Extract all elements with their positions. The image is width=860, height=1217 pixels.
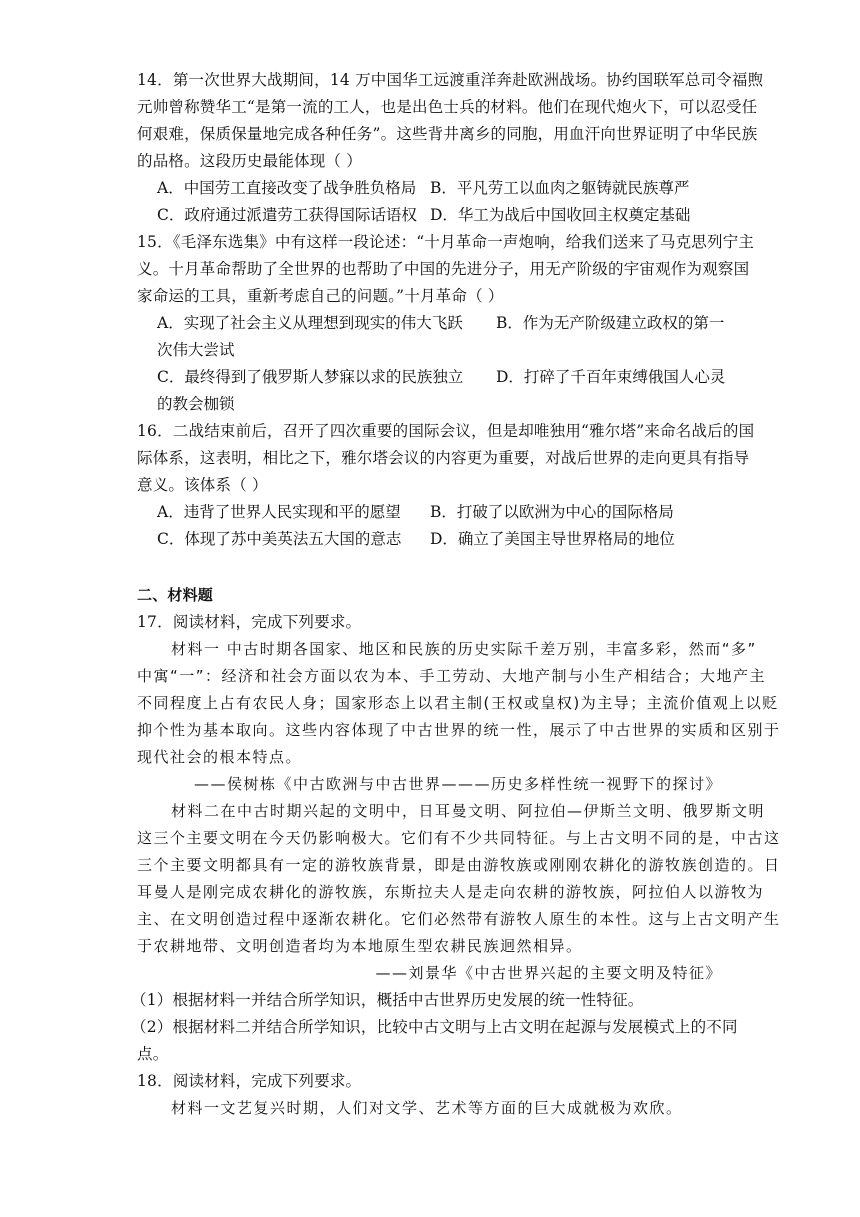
q17-source-2: ——刘景华《中古世界兴起的主要文明及特征》 — [375, 964, 722, 982]
q17-material2-line-5: 主、在文明创造过程中逐渐农耕化。它们必然带有游牧人原生的本性。这与上古文明产生 — [137, 910, 781, 928]
q17-material2-line-2: 这三个主要文明在今天仍影响极大。它们有不少共同特征。与上古文明不同的是，中古这 — [137, 829, 781, 847]
q14-line-4: 的品格。这段历史最能体现（ ） — [137, 152, 362, 170]
q16-line-3: 意义。该体系（ ） — [137, 476, 268, 494]
q15-option-d: D．打碎了千百年束缚俄国人心灵 — [496, 368, 726, 386]
q17-material1-line-2: 中寓“一”：经济和社会方面以农为本、手工劳动、大地产制与小生产相结合；大地产主 — [137, 667, 767, 685]
q16-option-c: C．体现了苏中美英法五大国的意志 — [157, 530, 402, 548]
q15-option-b: B．作为无产阶级建立政权的第一 — [496, 314, 725, 332]
q16-line-2: 际体系，这表明，相比之下，雅尔塔会议的内容更为重要，对战后世界的走向更具有指导 — [137, 449, 750, 467]
q15-line-3: 家命运的工具，重新考虑自己的问题。”十月革命（ ） — [137, 287, 504, 305]
q14-line-2: 元帅曾称赞华工“是第一流的工人，也是出色士兵的材料。他们在现代炮火下，可以忍受任 — [137, 98, 758, 116]
q17-material2-line-4: 耳曼人是刚完成农耕化的游牧族，东斯拉夫人是走向农耕的游牧族，阿拉伯人以游牧为 — [137, 883, 765, 901]
q17-material1-line-4: 抑个性为基本取向。这些内容体现了中古世界的统一性，展示了中古世界的实质和区别于 — [137, 721, 781, 739]
q14-option-a: A．中国劳工直接改变了战争胜负格局 — [157, 179, 417, 197]
q15-line-2: 义。十月革命帮助了全世界的也帮助了中国的先进分子，用无产阶级的宇宙观作为观察国 — [137, 260, 750, 278]
q17-subquestion-2-cont: 点。 — [137, 1045, 169, 1063]
q14-line-1: 14．第一次世界大战期间，14 万中国华工远渡重洋奔赴欧洲战场。协约国联军总司令福煦 — [137, 71, 764, 89]
q17-material1-line-5: 现代社会的根本特点。 — [137, 748, 303, 766]
q17-intro: 17．阅读材料，完成下列要求。 — [137, 613, 362, 631]
section-heading: 二、材料题 — [137, 586, 214, 604]
q15-option-c: C．最终得到了俄罗斯人梦寐以求的民族独立 — [157, 368, 464, 386]
q17-material2-line-6: 于农耕地带、文明创造者均为本地原生型农耕民族迥然相异。 — [137, 937, 583, 955]
q15-option-a: A．实现了社会主义从理想到现实的伟大飞跃 — [157, 314, 463, 332]
q14-option-b: B．平凡劳工以血肉之躯铸就民族尊严 — [430, 179, 690, 197]
q16-option-d: D．确立了美国主导世界格局的地位 — [430, 530, 675, 548]
q17-material2-line-1: 材料二在中古时期兴起的文明中，日耳曼文明、阿拉伯—伊斯兰文明、俄罗斯文明 — [171, 802, 766, 820]
q16-line-1: 16．二战结束前后，召开了四次重要的国际会议，但是却唯独用“雅尔塔”来命名战后的国 — [137, 422, 755, 440]
q16-option-b: B．打破了以欧洲为中心的国际格局 — [430, 503, 674, 521]
q17-material1-line-1: 材料一 中古时期各国家、地区和民族的历史实际千差万别，丰富多彩，然而“多” — [171, 640, 757, 658]
q17-subquestion-2: （2）根据材料二并结合所学知识，比较中古文明与上古文明在起源与发展模式上的不同 — [131, 1018, 738, 1036]
q17-material2-line-3: 三个主要文明都具有一定的游牧族背景，即是由游牧族或刚刚农耕化的游牧族创造的。日 — [137, 856, 781, 874]
q18-material1: 材料一文艺复兴时期，人们对文学、艺术等方面的巨大成就极为欢欣。 — [171, 1099, 683, 1117]
q14-option-c: C．政府通过派遣劳工获得国际话语权 — [157, 206, 417, 224]
q17-subquestion-1: （1）根据材料一并结合所学知识，概括中古世界历史发展的统一性特征。 — [131, 991, 644, 1009]
q16-option-a: A．违背了世界人民实现和平的愿望 — [157, 503, 401, 521]
q15-line-1: 15．《毛泽东选集》中有这样一段论述：“十月革命一声炮响，给我们送来了马克思列宁主 — [137, 233, 755, 251]
q14-line-3: 何艰难，保质保量地完成各种任务”。这些背井离乡的同胞，用血汗向世界证明了中华民族 — [137, 125, 758, 143]
q15-option-b-cont: 次伟大尝试 — [157, 341, 235, 359]
q14-option-d: D．华工为战后中国收回主权奠定基础 — [430, 206, 691, 224]
q18-intro: 18．阅读材料，完成下列要求。 — [137, 1072, 362, 1090]
q17-material1-line-3: 不同程度上占有农民人身；国家形态上以君主制(王权或皇权)为主导；主流价值观上以贬 — [137, 694, 779, 712]
q17-source-1: ——侯树栋《中古欧洲与中古世界———历史多样性统一视野下的探讨》 — [193, 775, 722, 793]
q15-option-d-cont: 的教会枷锁 — [157, 395, 235, 413]
